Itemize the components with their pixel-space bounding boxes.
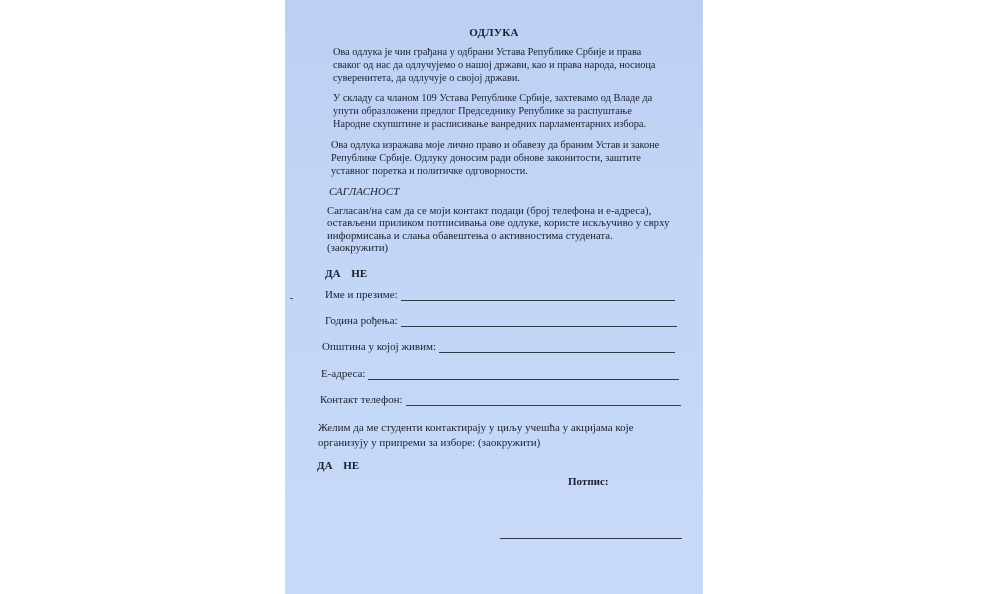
email-label: Е-адреса:: [321, 368, 366, 380]
paragraph-2: [333, 93, 663, 131]
document-title: ОДЛУКА: [469, 27, 519, 39]
document-page: [285, 0, 703, 594]
paragraph-line: сваког од нас да одлучујемо о нашој држави, као и права народа, носиоца: [333, 59, 656, 71]
paragraph-line: суверенитета, да одлучује о својој држави.: [333, 72, 520, 84]
email-field[interactable]: [321, 368, 679, 380]
paragraph-line: организују у припреми за изборе: (заокружити): [318, 436, 541, 449]
paragraph-line: упути образложени предлог Председнику Републике за распуштање: [333, 105, 632, 117]
paragraph-line: Ова одлука изражава моје лично право и обавезу да браним Устав и законе: [331, 140, 660, 151]
paragraph-line: (заокружити): [327, 242, 389, 255]
paragraph-line: Народне скупштине и расписивање ванредних парламентарних избора.: [333, 118, 647, 130]
municipality-field[interactable]: [322, 341, 675, 353]
paragraph-line: Ова одлука је чин грађана у одбрани Устава Републике Србије и права: [333, 47, 642, 58]
email-input-line[interactable]: [368, 370, 679, 380]
signature-line[interactable]: [500, 538, 682, 539]
signature-label: Потпис:: [568, 476, 609, 488]
paragraph-line: информисања и слања обавештења о активностима студената.: [327, 229, 613, 242]
paragraph-line: Желим да ме студенти контактирају у циљу учешћа у акцијама које: [318, 422, 634, 434]
name-label: Име и презиме:: [325, 289, 398, 301]
paragraph-1: [333, 47, 663, 85]
paragraph-line: Републике Србије. Одлуку доносим ради обнове законитости, заштите: [331, 152, 641, 164]
paragraph-line: остављени приликом потписивања ове одлуке, користе искључиво у сврху: [327, 217, 670, 230]
paragraph-line: уставног поретка и политичке одговорности.: [331, 165, 528, 177]
paragraph-3: [331, 140, 667, 178]
contact-yes-no[interactable]: ДА НЕ: [317, 460, 360, 472]
consent-yes-no[interactable]: ДА НЕ: [325, 268, 368, 280]
birth-year-label: Година рођења:: [325, 315, 398, 327]
phone-input-line[interactable]: [406, 396, 681, 406]
name-input-line[interactable]: [401, 291, 675, 301]
birth-year-input-line[interactable]: [401, 317, 677, 327]
phone-label: Контакт телефон:: [320, 394, 403, 406]
contact-text: [318, 421, 658, 450]
paragraph-line: Сагласан/на сам да се моји контакт подаци (број телефона и е-адреса),: [327, 205, 652, 217]
consent-text: [327, 205, 674, 255]
municipality-input-line[interactable]: [439, 343, 675, 353]
municipality-label: Општина у којој живим:: [322, 341, 436, 353]
paragraph-line: У складу са чланом 109 Устава Републике Србије, захтевамо од Владе да: [333, 93, 653, 104]
birth-year-field[interactable]: [325, 315, 677, 327]
phone-field[interactable]: [320, 394, 681, 406]
consent-heading: САГЛАСНОСТ: [329, 186, 400, 198]
margin-mark: [290, 298, 293, 299]
name-field[interactable]: [325, 289, 675, 301]
